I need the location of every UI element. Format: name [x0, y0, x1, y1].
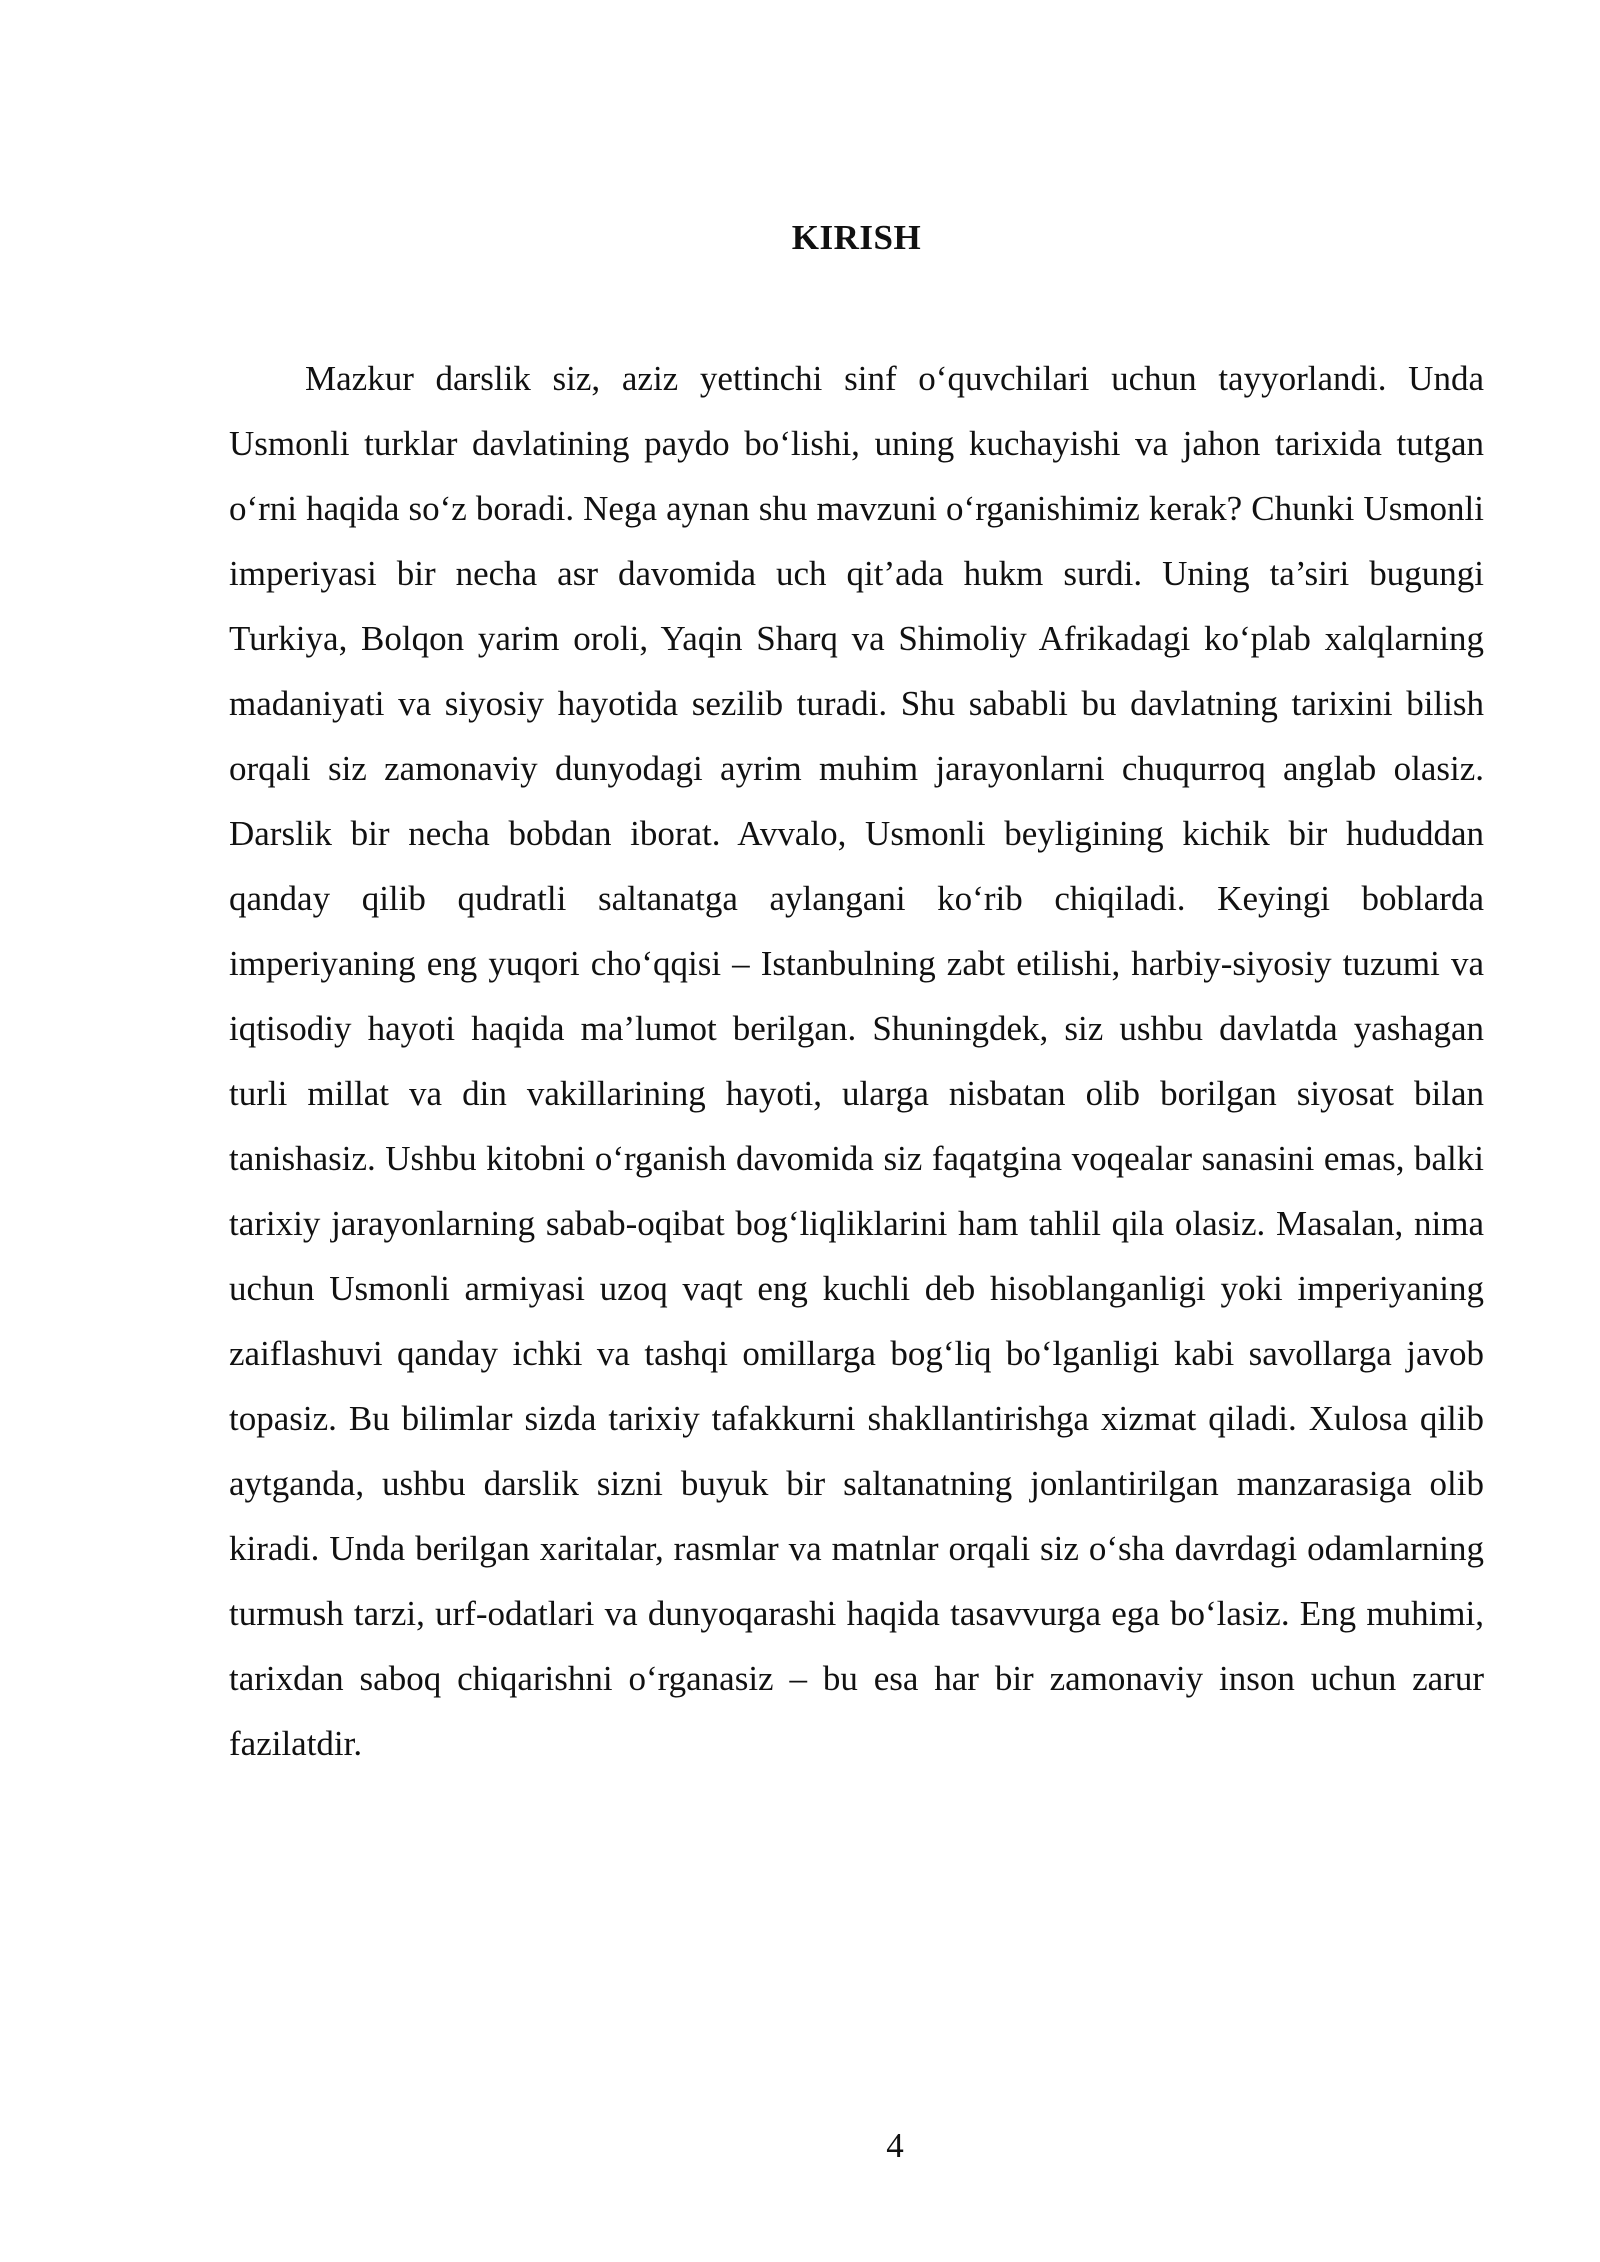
- page-number: 4: [886, 2126, 904, 2165]
- page-title: KIRISH: [791, 218, 922, 257]
- body-paragraph: Mazkur darslik siz, aziz yettinchi sinf o‘quvchilari uchun tayyorlandi. Unda Usmonli turklar davlatining paydo bo‘lishi, uning kuchayishi va jahon tarixida tutgan o‘rni haqida so‘z boradi. Nega aynan shu mavzuni o‘rganishimiz kerak? Chunki Usmonli imperiyasi bir necha asr davomida uch qit’ada hukm surdi. Uning ta’siri bugungi Turkiya, Bolqon yarim oroli, Yaqin Sharq va Shimoliy Afrikadagi ko‘plab xalqlarning madaniyati va siyosiy hayotida sezilib turadi. Shu sababli bu davlatning tarixini bilish orqali siz zamonaviy dunyodagi ayrim muhim jarayonlarni chuqurroq anglab olasiz. Darslik bir necha bobdan iborat. Avvalo, Usmonli beyligining kichik bir hududdan qanday qilib qudratli saltanatga aylangani ko‘rib chiqiladi. Keyingi boblarda imperiyaning eng yuqori cho‘qqisi – Istanbulning zabt etilishi, harbiy-siyosiy tuzumi va iqtisodiy hayoti haqida ma’lumot berilgan. Shuningdek, siz ushbu davlatda yashagan turli millat va din vakillarining hayoti, ularga nisbatan olib borilgan siyosat bilan tanishasiz. Ushbu kitobni o‘rganish davomida siz faqatgina voqealar sanasini emas, balki tarixiy jarayonlarning sabab-oqibat bog‘liqliklarini ham tahlil qila olasiz. Masalan, nima uchun Usmonli armiyasi uzoq vaqt eng kuchli deb hisoblanganligi yoki imperiyaning zaiflashuvi qanday ichki va tashqi omillarga bog‘liq bo‘lganligi kabi savollarga javob topasiz. Bu bilimlar sizda tarixiy tafakkurni shakllantirishga xizmat qiladi. Xulosa qilib aytganda, ushbu darslik sizni buyuk bir saltanatning jonlantirilgan manzarasiga olib kiradi. Unda berilgan xaritalar, rasmlar va matnlar orqali siz o‘sha davrdagi odamlarning turmush tarzi, urf-odatlari va dunyoqarashi haqida tasavvurga ega bo‘lasiz. Eng muhimi, tarixdan saboq chiqarishni o‘rganasiz – bu esa har bir zamonaviy inson uchun zarur fazilatdir.: [229, 359, 1484, 1763]
